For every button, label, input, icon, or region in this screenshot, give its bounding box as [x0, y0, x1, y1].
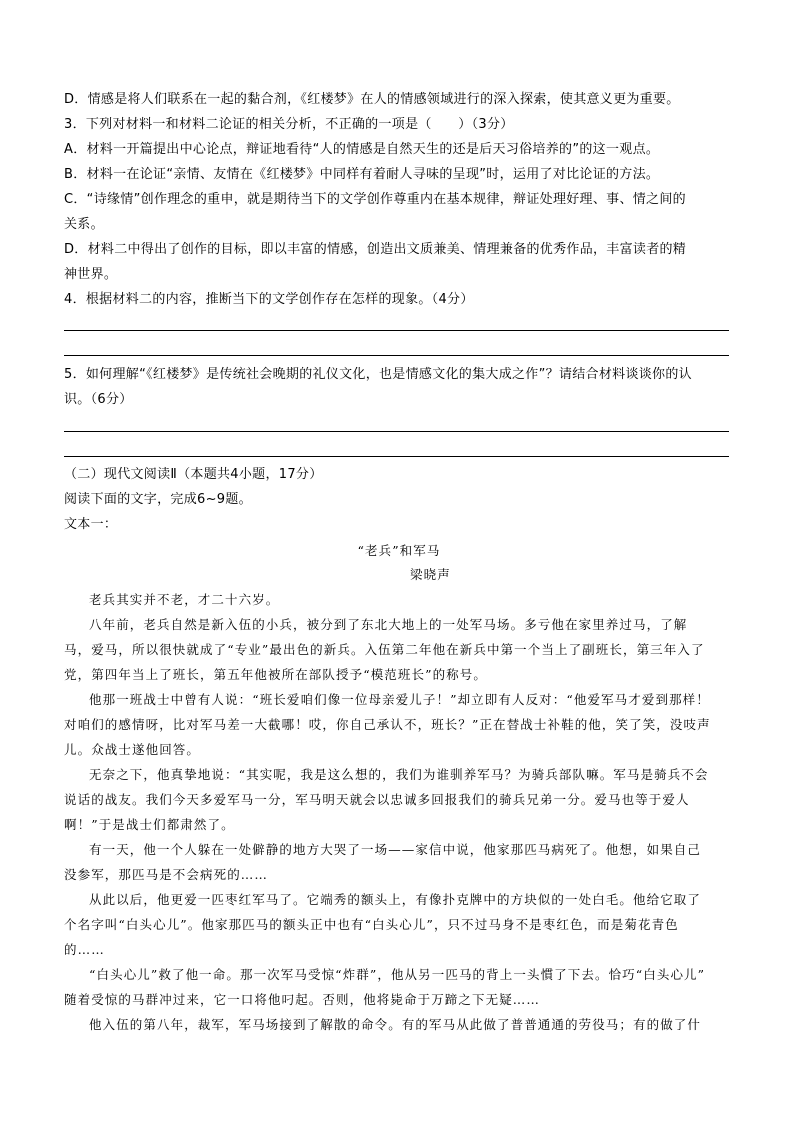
q3-option-c-cont: 关系。	[64, 217, 104, 232]
story-line: 对咱们的感情呀，比对军马差一大截哪！哎，你自己承认不，班长？”正在替战士补鞋的他，笑了笑，没吱声	[64, 717, 711, 732]
text-label: 文本一：	[64, 517, 118, 532]
story-line: 没参军，那匹马是不会病死的……	[64, 867, 269, 882]
story-line: 八年前，老兵自然是新入伍的小兵，被分到了东北大地上的一处军马场。多亏他在家里养过马，了解	[89, 617, 688, 632]
q3-stem: 3．下列对材料一和材料二论证的相关分析，不正确的一项是（ ）（3分）	[64, 117, 514, 132]
q3-option-c: C．“诗缘情”创作理念的重申，就是期待当下的文学创作尊重内在基本规律，辩证处理好理、事、情之间的	[64, 192, 686, 207]
q5-answer-line-1[interactable]	[64, 431, 729, 432]
q4-answer-line-2[interactable]	[64, 355, 729, 356]
story-line: “白头心儿”救了他一命。那一次军马受惊“炸群”，他从另一匹马的背上一头慣了下去。恰巧“白头心儿”	[89, 967, 706, 982]
q2-option-d: D．情感是将人们联系在一起的黏合剂，《红楼梦》在人的情感领域进行的深入探索，使其意义更为重要。	[64, 92, 680, 107]
story-line: 说话的战友。我们今天多爱军马一分，军马明天就会以忠诚多回报我们的骑兵兄弟一分。爱马也等于爱人	[64, 792, 690, 807]
story-line: 他那一班战士中曾有人说：“班长爱咱们像一位母亲爱儿子！”却立即有人反对：“他爱军马才爱到那样！	[89, 692, 710, 707]
q3-option-a: A．材料一开篇提出中心论点，辩证地看待“人的情感是自然天生的还是后天习俗培养的”的这一观点。	[64, 142, 660, 157]
story-line: 他入伍的第八年，裁军，军马场接到了解散的命令。有的军马从此做了普普通通的劳役马；有的做了什	[89, 1017, 702, 1032]
story-line: 党，第四年当上了班长，第五年他被所在部队授予“模范班长”的称号。	[64, 667, 487, 682]
q3-option-d-cont: 神世界。	[64, 267, 118, 282]
section-heading: （二）现代文阅读Ⅱ（本题共4小题，17分）	[64, 467, 323, 482]
q5-stem: 5．如何理解“《红楼梦》是传统社会晚期的礼仪文化，也是情感文化的集大成之作”？请结合材料谈谈你的认	[64, 367, 692, 382]
story-line: 马，爱马，所以很快就成了“专业”最出色的新兵。入伍第二年他在新兵中第一个当上了副班长，第三年入了	[64, 642, 705, 657]
story-line: 无奈之下，他真挚地说：“其实呢，我是这么想的，我们为谁驯养军马？为骑兵部队嘛。军马是骑兵不会	[89, 767, 709, 782]
story-line: 从此以后，他更爱一匹枣红军马了。它端秀的额头上，有像扑克牌中的方块似的一处白毛。他给它取了	[89, 892, 702, 907]
story-title: “老兵”和军马	[357, 543, 441, 558]
q5-answer-line-2[interactable]	[64, 456, 729, 457]
story-line: 老兵其实并不老，才二十六岁。	[89, 592, 280, 607]
section-instruction: 阅读下面的文字，完成6~9题。	[64, 492, 252, 507]
story-line: 儿。众战士遂他回答。	[64, 742, 201, 757]
story-line: 有一天，他一个人躲在一处僻静的地方大哭了一场——家信中说，他家那匹马病死了。他想，如果自己	[89, 842, 702, 857]
story-author: 梁晓声	[410, 567, 451, 582]
story-line: 啊！”于是战士们都肃然了。	[64, 817, 235, 832]
q4-answer-line-1[interactable]	[64, 330, 729, 331]
q3-option-b: B．材料一在论证“亲情、友情在《红楼梦》中同样有着耐人寻味的呈现”时，运用了对比论证的方法。	[64, 167, 660, 182]
q4-stem: 4．根据材料二的内容，推断当下的文学创作存在怎样的现象。（4分）	[64, 292, 474, 307]
q3-option-d: D．材料二中得出了创作的目标，即以丰富的情感，创造出文质兼美、情理兼备的优秀作品，丰富读者的精	[64, 242, 687, 257]
story-line: 个名字叫“白头心儿”。他家那匹马的额头正中也有“白头心儿”，只不过马身不是枣红色，而是菊花青色	[64, 917, 679, 932]
story-line: 随着受惊的马群冲过来，它一口将他叼起。否则，他将毙命于万蹄之下无疑……	[64, 992, 541, 1007]
story-line: 的……	[64, 942, 105, 957]
q5-stem-cont: 识。（6分）	[64, 392, 133, 407]
